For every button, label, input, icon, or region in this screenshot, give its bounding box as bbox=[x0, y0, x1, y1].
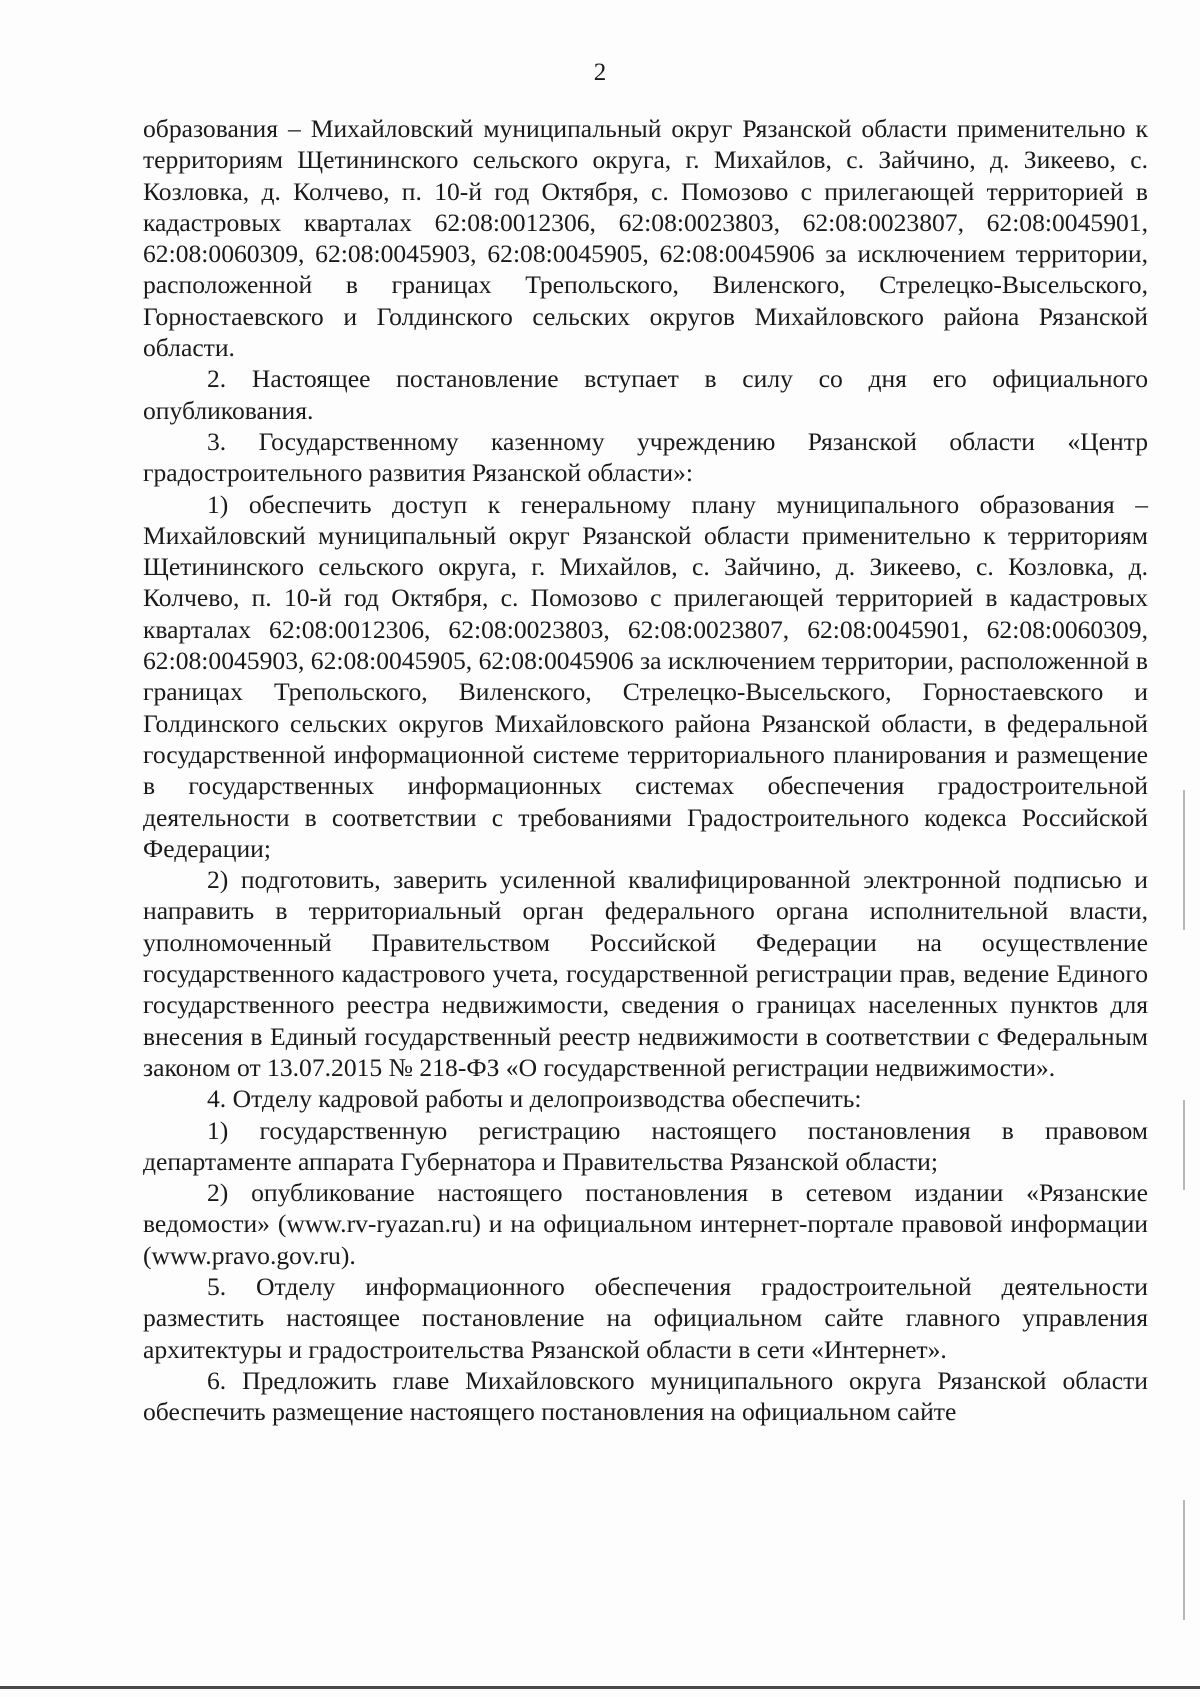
paragraph-item-4-2: 2) опубликование настоящего постановления в сетевом издании «Рязанские ведомости» (www.rv-ryazan.ru) и на официальном интернет-портале правовой информации (www.pravo.gov.ru). bbox=[143, 1178, 1148, 1270]
paragraph-item-4-1: 1) государственную регистрацию настоящего постановления в правовом департаменте аппарата Губернатора и Правительства Рязанской области; bbox=[143, 1115, 1148, 1176]
paragraph-item-3-2: 2) подготовить, заверить усиленной квалифицированной электронной подписью и направить в территориальный орган федерального органа исполнительной власти, уполномоченный Правительством Российской Федерации на осуществление государственного кадастрового учета, государственной регистрации прав, ведение Единого государственного реестра недвижимости, сведения о границах населенных пунктов для внесения в Единый государственный реестр недвижимости в соответствии с Федеральным законом от 13.07.2015 № 218-ФЗ «О государственной регистрации недвижимости». bbox=[143, 865, 1148, 1082]
paragraph-continuation: образования – Михайловский муниципальный округ Рязанской области применительно к территориям Щетининского сельского округа, г. Михайлов, с. Зайчино, д. Зикеево, с. Козловка, д. Колчево, п. 10-й год Октября, с. Помозово с прилегающей территорией в кадастровых кварталах 62:08:0012306, 62:08:0023803, 62:08:0023807, 62:08:0045901, 62:08:0060309, 62:08:0045903, 62:08:0045905, 62:08:0045906 за исключением территории, расположенной в границах Трепольского, Виленского, Стрелецко-Высельского, Горностаевского и Голдинского сельских округов Михайловского района Рязанской области. bbox=[143, 114, 1148, 363]
scan-edge-mark bbox=[1183, 790, 1185, 930]
document-body bbox=[143, 113, 1148, 1427]
paragraph-item-3-1: 1) обеспечить доступ к генеральному плану муниципального образования – Михайловский муниципальный округ Рязанской области применительно к территориям Щетининского сельского округа, г. Михайлов, с. Зайчино, д. Зикеево, с. Козловка, д. Колчево, п. 10-й год Октября, с. Помозово с прилегающей территорией в кадастровых кварталах 62:08:0012306, 62:08:0023803, 62:08:0023807, 62:08:0045901, 62:08:0060309, 62:08:0045903, 62:08:0045905, 62:08:0045906 за исключением территории, расположенной в границах Трепольского, Виленского, Стрелецко-Высельского, Горностаевского и Голдинского сельских округов Михайловского района Рязанской области, в федеральной государственной информационной системе территориального планирования и размещение в государственных информационных системах обеспечения градостроительной деятельности в соответствии с требованиями Градостроительного кодекса Российской Федерации; bbox=[143, 489, 1148, 863]
paragraph-item-6: 6. Предложить главе Михайловского муниципального округа Рязанской области обеспечить размещение настоящего постановления на официальном сайте bbox=[143, 1365, 1148, 1427]
page-number: 2 bbox=[593, 59, 607, 86]
scan-edge-mark bbox=[1183, 1500, 1185, 1620]
paragraph-item-5: 5. Отделу информационного обеспечения градостроительной деятельности разместить настоящее постановление на официальном сайте главного управления архитектуры и градостроительства Рязанской области в сети «Интернет». bbox=[143, 1271, 1148, 1364]
paragraph-item-4: 4. Отделу кадровой работы и делопроизводства обеспечить: bbox=[207, 1084, 862, 1114]
bottom-scan-edge bbox=[0, 1686, 1200, 1689]
paragraph-item-2: 2. Настоящее постановление вступает в силу со дня его официального опубликования. bbox=[143, 364, 1148, 425]
scan-edge-mark bbox=[1183, 1100, 1185, 1190]
paragraph-item-3: 3. Государственному казенному учреждению Рязанской области «Центр градостроительного развития Рязанской области»: bbox=[143, 426, 1148, 488]
